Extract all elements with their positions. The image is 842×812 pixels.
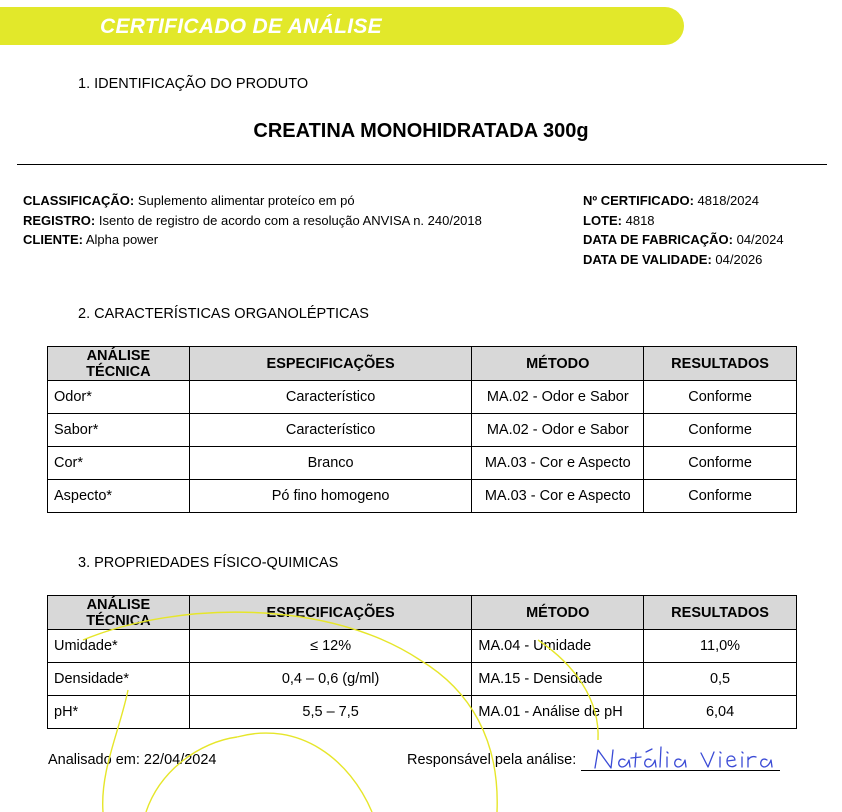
- cell-analise: Sabor*: [48, 414, 190, 447]
- cell-metodo: MA.04 - Umidade: [472, 630, 644, 663]
- cell-analise: Aspecto*: [48, 480, 190, 513]
- section3-title: 3. PROPRIEDADES FÍSICO-QUIMICAS: [78, 555, 339, 571]
- col-header-especificacoes: ESPECIFICAÇÕES: [189, 347, 472, 381]
- table-row: [48, 447, 797, 480]
- cell-resultado: Conforme: [644, 381, 797, 414]
- info-lote: LOTE: 4818: [583, 212, 655, 228]
- cell-especificacao: 0,4 – 0,6 (g/ml): [189, 663, 472, 696]
- stamp-arc: [146, 737, 237, 812]
- table-header-row: [48, 347, 797, 381]
- product-info-right: [583, 191, 784, 269]
- cell-especificacao: Característico: [189, 381, 472, 414]
- info-classificacao: CLASSIFICAÇÃO: Suplemento alimentar proteíco em pó: [23, 193, 355, 208]
- organoleptic-table: [47, 346, 797, 513]
- col-header-resultados: RESULTADOS: [644, 596, 797, 630]
- cell-especificacao: Característico: [189, 414, 472, 447]
- table-header-row: [48, 596, 797, 630]
- table-row: [48, 381, 797, 414]
- info-fabricacao: DATA DE FABRICAÇÃO: 04/2024: [583, 232, 784, 247]
- cell-resultado: 11,0%: [644, 630, 797, 663]
- col-header-resultados: RESULTADOS: [644, 347, 797, 381]
- section1-title: 1. IDENTIFICAÇÃO DO PRODUTO: [78, 76, 309, 92]
- cell-analise: Densidade*: [48, 663, 190, 696]
- table-row: [48, 696, 797, 729]
- col-header-analise: ANÁLISE TÉCNICA: [48, 347, 190, 381]
- signature-line: [581, 770, 780, 771]
- info-certificado: Nº CERTIFICADO: 4818/2024: [583, 193, 759, 208]
- cell-metodo: MA.03 - Cor e Aspecto: [472, 480, 644, 513]
- cell-metodo: MA.03 - Cor e Aspecto: [472, 447, 644, 480]
- cell-metodo: MA.02 - Odor e Sabor: [472, 381, 644, 414]
- cell-especificacao: Pó fino homogeno: [189, 480, 472, 513]
- cell-analise: Cor*: [48, 447, 190, 480]
- document-title: CERTIFICADO DE ANÁLISE: [100, 15, 382, 38]
- table-row: [48, 663, 797, 696]
- section2-title: 2. CARACTERÍSTICAS ORGANOLÉPTICAS: [78, 306, 369, 322]
- divider: [17, 164, 827, 165]
- cell-especificacao: ≤ 12%: [189, 630, 472, 663]
- table-row: [48, 414, 797, 447]
- physicochemical-table: [47, 595, 797, 729]
- product-name: CREATINA MONOHIDRATADA 300g: [253, 120, 589, 142]
- responsible-label: Responsável pela análise:: [407, 752, 577, 768]
- handwritten-signature: [595, 747, 772, 768]
- analysis-date: Analisado em: 22/04/2024: [48, 752, 217, 768]
- col-header-analise: ANÁLISE TÉCNICA: [48, 596, 190, 630]
- cell-especificacao: Branco: [189, 447, 472, 480]
- cell-analise: Odor*: [48, 381, 190, 414]
- stamp-arc: [237, 733, 372, 812]
- table-row: [48, 630, 797, 663]
- cell-metodo: MA.01 - Análise de pH: [472, 696, 644, 729]
- cell-resultado: Conforme: [644, 447, 797, 480]
- cell-especificacao: 5,5 – 7,5: [189, 696, 472, 729]
- table-row: [48, 480, 797, 513]
- cell-resultado: 6,04: [644, 696, 797, 729]
- cell-analise: Umidade*: [48, 630, 190, 663]
- info-cliente: CLIENTE: Alpha power: [23, 232, 159, 247]
- cell-resultado: Conforme: [644, 414, 797, 447]
- col-header-metodo: MÉTODO: [472, 596, 644, 630]
- info-validade: DATA DE VALIDADE: 04/2026: [583, 251, 763, 267]
- info-registro: REGISTRO: Isento de registro de acordo com a resolução ANVISA n. 240/2018: [23, 212, 482, 228]
- cell-metodo: MA.02 - Odor e Sabor: [472, 414, 644, 447]
- cell-resultado: Conforme: [644, 480, 797, 513]
- cell-analise: pH*: [48, 696, 190, 729]
- cell-resultado: 0,5: [644, 663, 797, 696]
- product-info-left: [23, 191, 482, 250]
- col-header-metodo: MÉTODO: [472, 347, 644, 381]
- cell-metodo: MA.15 - Densidade: [472, 663, 644, 696]
- col-header-especificacoes: ESPECIFICAÇÕES: [189, 596, 472, 630]
